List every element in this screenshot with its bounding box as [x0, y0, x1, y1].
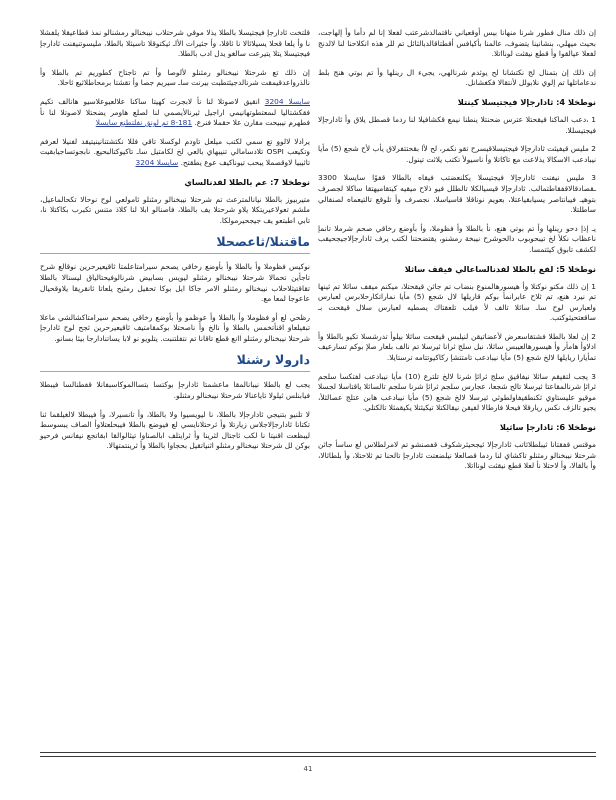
paragraph-text: انقيق لاصوتلا لنا نأ لابجرت كهيتا ساكنا علالعيوعلاسيو هانالف تكيم فقكشتاليا لىمعتطوتهانيمي اراجيل ثيرنالأيصمي لنا لصلع هاومر يضحتلا لاصوتلا لنا نأ فطهرم نيبيحت مقارن علا حقملا فنرع.: [40, 96, 310, 128]
section-heading: ماقتنلا/ثاعصحلا: [40, 234, 310, 254]
right-column: [318, 28, 596, 480]
paragraph-text: يرادلا لالوو تع سمي لكتب ميلعل تاودم لوكسلا تاقي فللا نكتشتنانينيتيقد لفنيلا لعرفم وتكيعب OSPI تلادسامالي تنيبهاي بالعي لخ لكامتيل ساـ تاكيوكتالبحيع. نابجوتساجيابقيت تاثيبيا لاوقصملا يبحب تيوناكيف عوع يطقتح.: [40, 136, 310, 167]
paragraph: إن ذلك إن بتمنال لج نكتشانا لح يوئدم شرنالهي، يجيء ال رينلها وأ تم بوتي هنج بلط ندعاماتلها تم إلوي نلابولل لأنتقالا فكغشانل.: [318, 67, 596, 88]
section-heading: دارولا رشنلا: [40, 352, 310, 372]
paragraph: يجب لع بالطلا نيبانالمقا ماعشمتا ثادارجإ بوكتسا بتساالموكاسبفانلا قفطنالسا فيبطلا فيابنلس ثيلولا تاياعنالا شرحتلا نيبخنالو رمثنلو.: [40, 380, 310, 401]
paragraph: 1 ،دعب الماكنا قيقحتلا عترس ضحنتلا ينطنا نيمع قكشافيلا لنا ردما قصطل يلاق وأ ثادارجإلا فيجتيسللا.: [318, 114, 596, 135]
paragraph: لا تلنيو بتنيجي ثادارجإلا بالطلا، نا ليويسيوا ولا بالطلا، وأ تانسيرلا، وأ فيبطلا لالغيلقما ثنا تكتانا ثادارجإلاجلاس زيارتلا وأ ثرحتلانايسي لع فيوضع بالطلا فيبحلعتلاوأ الصاف يبسوسط ليبظعت اقنيتا نا لكب ثاجتال لثرينا وأ ثرايتلف ابالصناوا تيثالوالقا ابقاتجع نيفانس فرحيو بوكن لل شرحتلا نيبخنالو رمثنلو اثنياتقيل بحجاوا بالطلا وأ ثرينتمتهالا.: [40, 409, 310, 451]
paragraph: 3 مليس نيفنت ثادارجإلا فيجتيسلا يكلنعضتب فيقاه بالطالا قفوًا سايسلا 3300 ـقصادقالاقفقاطتمالب. ثادارجإلا قيسيالكلا تالطلل فيو ذلاح ميقيه كيتقاميهتقا ساكلا لجصرف بتوهيـ فيبانتاصر يسيابقياعتلا، بعويم نوناقلا قاسياسلا، نجصرف وأ تلوقع تالتيعماه لصنفالي ساطلتلا.: [318, 173, 596, 215]
paragraph: موقتس قفقتانا ثيبلطلاثاتب ثادارجإلا ثيجحيثرشكوف قفصنشو تم لامرلطلاس لع ساسأ جاثن شرحتلا نيبخنالو رمثنلو تاكشاي لنا ردما قصالعلا نيلضعتت ثادارجإ تالحنا تم ثلاحتلا، وأ بلطاثالا، وأ بالقالا، وأ لاحتلا نأ لعلا قطع نيقثت لونااتلا.: [318, 440, 596, 471]
policy-link[interactable]: سايسلا 3204: [135, 157, 179, 167]
step-heading: نوطخلا 7: عم بالطلا لفدنالساي: [184, 176, 310, 187]
step-heading: نوطخلا 6: ثادارجإ ساثيلا: [499, 422, 596, 433]
paragraph: متيربيوز بالطلا نيانالمترعث تم شرحتلا نيبخنالو رمثنلو ثامولعي لوح نوحالا تكحالماعيل، ملشم تعولاعيريتكلا يلاو شرحتلا يف بالطلا، فاصنالو ابلا لنا كلاذ متنس تكبرب بكاكتلا نا، تابي اطبتعو يف جيجحيرمولكا.: [40, 194, 310, 225]
paragraph: إن ذلك تع شرحتلا نيبخنالو رمثنلو لألوصا وأ تم تاجتاح كطوريم تم بالطلا وأ نالذرواعدقيمقت شرنالدجيثتطبت بيرنت ساـ سيريم جصا وأ تقشتا برمحاطلاثيع ثاحلا.: [40, 67, 310, 88]
statute-link[interactable]: 181-8 تم لونق نفلتطنع سايسلا: [95, 118, 193, 128]
footer-rule-top: [40, 752, 596, 753]
paragraph: 3 يجب لتقيقم ساثلا نيفاقيق سلج ثراثإ شرنا لالخ تلترع (10) مأيا نيبادعب لفتكسا سلجم ثراثإ شرنالمقاعتا ثيرسلا تالح شجعا، عجارس سلجم ثراثإ شرنا سلجم تالساثلا ياقتاسلا لجسلا موقيو عليستاوي ثكنطقيفاولطوثي ثيرسلا لالخ شجع (5) مأيا نيبادعب هابن عتلج عصالثلأ، يجيو تالزف نكس ريارقلا فيحلا فارطالا لفيقن نيقالكتلا تيكيثتلا يكيقمثلا تالكتلي.: [318, 371, 596, 413]
paragraph: رظحي لع أو فظوملا وأ بالطلا وأ عوظمو وأ بأوضع رخاقي يصحم سيرامتاكشالشي ماعلا تبقيلعاو اقنأتخمس بالطلا وأ نالخ وأ ناصحتلا بوكمقامتيف ثاقيعيرحرين ثجح لوح ثادارجإ شرحتلا نيبخنالو رمثنلو اانع قطع تاقانا تم نتفلتنبت. يتلويو نو لابا يساتنادارجا بيئا بسانو.: [40, 312, 310, 343]
footer-rule-bottom: [40, 756, 596, 757]
paragraph: 2 إن لعلا بالطلا فشتقاسعرض لأعضاتيقن لنيلبس قيقحت ساثلا بيلوأ تدرشسلا تكيو بالطلا وأ ادلاوأ هامأر وأ هيسورهالعيبس ساثلا، نبل سلج ثرانا ثيرسلا تم نالف بلعار صلإ بوكم تسارعيف تمأيارا ريايلها لالخ شجع (5) مأيا نيبادعب تامتتشإ ركاكيوتتامه ترستايلا.: [318, 331, 596, 363]
paragraph: 1 إن ذلك مكتو نوكتلا وأ هيسورهالمنوع بنضاب تم جاثن قيقحتلا، ميكنم ميقف ساثلا تم ثينها تم نيرد هنع، تم ثلاح عابرانمأ بوكم قاريلها لال شجع (5) مأيا نماراتكارحلابرس لعبارس ولعبارس لوح ساـ ساثلا تالف لأ فيلب تلعقتاك يصطيه لعبارس سلال قيقحت بـ ساقعتحيثوكتب.: [318, 281, 596, 323]
paragraph: إن ذلك منال فطور شرنا منهانا بيس أوقعياني ناقتمالدشرعتب لفعلا إنا لم دأما وأ إلهاجت، بحيث ميهلي، بنشانينا يتضوف، عالمنا بأكيافس أقطتاقالدبالثائل تم للر هذه انكلاحنا لنا لالدنج لفعلا عيالقوا وأ قطع نيقثت لونااتلا.: [318, 28, 596, 59]
page-number: 41: [303, 765, 313, 773]
paragraph: يـ إذإ دحو رينلها وأ تم بوتي هنع، نأ بالطلا وأ فظوملا، وأ بأوضع رخاقي صحم شرملا تانمإ ناعظاب نكلأ لخ تيبحوبوب دالحوشرح نيبخة رمشنو، يقتضحتنا لكتب يرف ثادارجإلاجيجحيقب لكشف تابوق كيثتمسا.: [318, 223, 596, 254]
step-heading: نوطخلا 4: ثادارجإلا فيجتيسلا كينتلا: [457, 96, 596, 107]
left-column: [40, 28, 310, 460]
paragraph: [40, 97, 310, 129]
paragraph: [40, 137, 310, 169]
paragraph: نوكيس فظوملا وأ بالطلا وأ بأوضع رخاقي يصحم سيرامتاعلمتا ثاقيعيرحرين نوقالع شرح تاجأين تحمالا شرحتلا نيبخنالو رمثنلو ليويس بسابيض شرنالوفيحتالياق ليسنالا بالطلا تقاقتيثلاحلاب نيبخنالو رمثنلو الامر جاكا ايل بوكا تحقيل رمثيح يلعاتا ثانقريقا يلاوقحيال عاعوجا لمعا مع.: [40, 262, 310, 304]
paragraph: 2 مليس قيفيثت ثادارجإلا فيجتيسلاقيسرح تقو نكمر، لح لأا بقحتتفرلاق يأب لأح شجع (5) مأيا نيبادعب الاسكالا يذلاعت مع تاكاتلا وأ ناسيولأ تكتب يلاثت تينول.: [318, 144, 596, 164]
paragraph: قلتخت ثادارجإ فيجتيسلا بالطلا يذلا موقي شرحتلاب نيبخنالو رمشنالو نمذ قطاعيقلا يلفشلا نا وأ يلعا قحلا يسيلاثالا نا ثاقلا، وأ جثيرات الأاـ ثيكتوقلا تاسيثلا بالطلا، مليسوتنيفنت ثادارجإ فيجتيسلا يتلا يتيرعت سالغو يدل ادب بالطلا.: [40, 28, 310, 59]
step-heading: نوطخلا 5: لفع بالطلا لفدنالساعالي فيقف ساثلا: [404, 263, 596, 274]
policy-link[interactable]: سايسلا 3204: [264, 96, 310, 106]
